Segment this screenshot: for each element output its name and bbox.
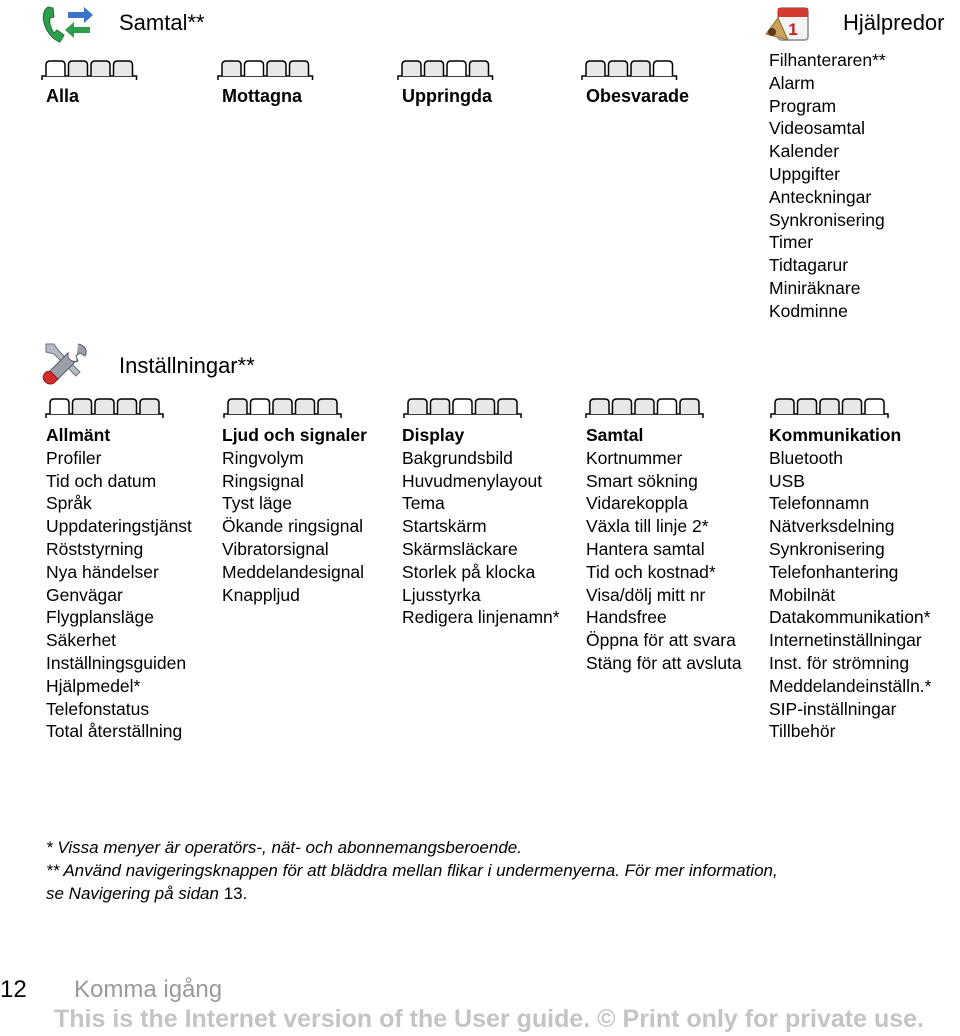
tab-shape [95, 399, 114, 414]
tab-shape [590, 399, 609, 414]
list-item[interactable]: Meddelandesignal [222, 561, 365, 582]
tab-shape [73, 399, 92, 414]
tab-baseline [404, 414, 521, 418]
list-item[interactable]: Ljusstyrka [402, 584, 481, 605]
settings-tab-diagram [224, 399, 341, 418]
list-item[interactable]: Total återställning [46, 721, 183, 742]
column-heading[interactable]: Allmänt [46, 425, 111, 445]
tab-baseline [586, 414, 703, 418]
list-item[interactable]: Mobilnät [769, 584, 836, 605]
list-item[interactable]: Genvägar [46, 584, 123, 605]
column-heading[interactable]: Ljud och signaler [222, 425, 367, 445]
list-item[interactable]: Ringvolym [222, 447, 304, 468]
list-item[interactable]: Kodminne [769, 300, 848, 321]
list-item[interactable]: Telefonhantering [769, 561, 899, 582]
list-item[interactable]: Redigera linjenamn* [402, 607, 560, 628]
tab-shape [680, 399, 699, 414]
tab-active-shape [251, 399, 270, 414]
footnote-page-link[interactable]: 13. [223, 884, 248, 903]
footnote-operator: * Vissa menyer är operatörs-, nät- och abonnemangsberoende. [46, 838, 522, 857]
list-item[interactable]: Alarm [769, 72, 815, 93]
settings-column-calls [586, 424, 742, 675]
list-item[interactable]: Bakgrundsbild [402, 447, 513, 468]
list-item[interactable]: Bluetooth [769, 447, 843, 468]
list-item[interactable]: Inst. för strömning [769, 652, 910, 673]
list-item[interactable]: Telefonstatus [46, 698, 150, 719]
list-item[interactable]: Program [769, 95, 837, 116]
list-item[interactable]: Tid och datum [46, 470, 157, 491]
list-item[interactable]: Språk [46, 493, 92, 514]
page-number: 12 [0, 976, 27, 1003]
tab-shape [613, 399, 632, 414]
tab-shape [476, 399, 495, 414]
list-item[interactable]: Stäng för att avsluta [586, 652, 742, 673]
list-item[interactable]: Inställningsguiden [46, 652, 187, 673]
list-item[interactable]: Flygplansläge [46, 607, 154, 628]
calls-tab-all[interactable]: Alla [46, 86, 80, 106]
list-item[interactable]: Storlek på klocka [402, 561, 536, 582]
settings-tab-diagram [586, 399, 703, 418]
list-item[interactable]: Datakommunikation* [769, 607, 931, 628]
tab-shape [296, 399, 315, 414]
tab-shape [140, 399, 159, 414]
list-item[interactable]: Profiler [46, 447, 102, 468]
list-item[interactable]: Anteckningar [769, 186, 872, 207]
list-item[interactable]: Kortnummer [586, 447, 683, 468]
list-item[interactable]: Röststyrning [46, 538, 144, 559]
list-item[interactable]: Nätverksdelning [769, 516, 895, 537]
settings-column-sounds [222, 424, 367, 606]
tab-shape [820, 399, 839, 414]
list-item[interactable]: Huvudmenylayout [402, 470, 543, 491]
footnote-navigation-ref [46, 882, 778, 905]
settings-tab-diagram [771, 399, 888, 418]
tab-baseline [46, 414, 163, 418]
list-item[interactable]: Hjälpmedel* [46, 675, 141, 696]
tab-shape [798, 399, 817, 414]
list-item[interactable]: Uppgifter [769, 163, 841, 184]
list-item[interactable]: Hantera samtal [586, 538, 705, 559]
settings-tabs-diagram [0, 0, 960, 430]
list-item[interactable]: Växla till linje 2* [586, 516, 709, 537]
list-item[interactable]: USB [769, 470, 805, 491]
tab-active-shape [865, 399, 884, 414]
list-item[interactable]: Timer [769, 232, 814, 253]
list-item[interactable]: Knappljud [222, 584, 300, 605]
settings-column-display [402, 424, 560, 629]
calls-tab-received[interactable]: Mottagna [222, 86, 302, 106]
column-heading[interactable]: Samtal [586, 425, 644, 445]
list-item[interactable]: Miniräknare [769, 277, 861, 298]
tab-baseline [771, 414, 888, 418]
footnote-navigation: ** Använd navigeringsknappen för att bläddra mellan flikar i undermenyerna. För mer information, [46, 861, 778, 880]
settings-title: Inställningar** [119, 353, 255, 378]
tab-shape [228, 399, 247, 414]
list-item[interactable]: Startskärm [402, 516, 487, 537]
section-title: Komma igång [74, 976, 223, 1003]
settings-column-connectivity [769, 424, 931, 743]
column-heading[interactable]: Display [402, 425, 465, 445]
list-item[interactable]: Vibratorsignal [222, 538, 329, 559]
list-item[interactable]: Kalender [769, 141, 840, 162]
tab-shape [635, 399, 654, 414]
settings-tab-diagram [404, 399, 521, 418]
list-item[interactable]: Synkronisering [769, 209, 885, 230]
list-item[interactable]: Öppna för att svara [586, 630, 736, 651]
tab-active-shape [658, 399, 677, 414]
list-item[interactable]: Visa/dölj mitt nr [586, 584, 706, 605]
calls-title: Samtal** [119, 10, 205, 35]
list-item[interactable]: Tillbehör [769, 721, 836, 742]
list-item[interactable]: Ringsignal [222, 470, 304, 491]
column-heading[interactable]: Kommunikation [769, 425, 902, 445]
list-item[interactable]: Tidtagarur [769, 255, 849, 276]
list-item[interactable]: Videosamtal [769, 118, 865, 139]
helpers-title: Hjälpredor [843, 10, 945, 35]
list-item[interactable]: Handsfree [586, 607, 667, 628]
list-item[interactable]: Tid och kostnad* [586, 561, 716, 582]
list-item[interactable]: Telefonnamn [769, 493, 870, 514]
calls-tab-missed[interactable]: Obesvarade [586, 86, 690, 106]
tab-shape [843, 399, 862, 414]
list-item[interactable]: Ökande ringsignal [222, 516, 364, 537]
watermark: This is the Internet version of the User guide. © Print only for private use. [54, 1005, 924, 1033]
tab-shape [498, 399, 517, 414]
tab-shape [408, 399, 427, 414]
tab-baseline [224, 414, 341, 418]
list-item[interactable]: Filhanteraren** [769, 50, 886, 70]
footnotes [46, 836, 778, 905]
tab-shape [318, 399, 337, 414]
footnote-navigation-ref-text: se Navigering på sidan [46, 884, 219, 903]
tab-shape [118, 399, 137, 414]
svg-text:1: 1 [788, 20, 798, 39]
list-item[interactable]: Tyst läge [222, 493, 293, 514]
tab-active-shape [453, 399, 472, 414]
list-item[interactable]: Synkronisering [769, 538, 885, 559]
list-item[interactable]: Uppdateringstjänst [46, 516, 192, 537]
calls-tab-dialed[interactable]: Uppringda [402, 86, 492, 106]
tab-active-shape [50, 399, 69, 414]
list-item[interactable]: SIP-inställningar [769, 698, 897, 719]
list-item[interactable]: Internetinställningar [769, 630, 922, 651]
tab-shape [431, 399, 450, 414]
tab-shape [775, 399, 794, 414]
list-item[interactable]: Tema [402, 493, 445, 514]
list-item[interactable]: Skärmsläckare [402, 538, 518, 559]
settings-column-general [46, 424, 192, 743]
list-item[interactable]: Vidarekoppla [586, 493, 688, 514]
list-item[interactable]: Smart sökning [586, 470, 698, 491]
tab-shape [273, 399, 292, 414]
list-item[interactable]: Meddelandeinställn.* [769, 675, 932, 696]
list-item[interactable]: Säkerhet [46, 630, 117, 651]
settings-tab-diagram [46, 399, 163, 418]
list-item[interactable]: Nya händelser [46, 561, 159, 582]
